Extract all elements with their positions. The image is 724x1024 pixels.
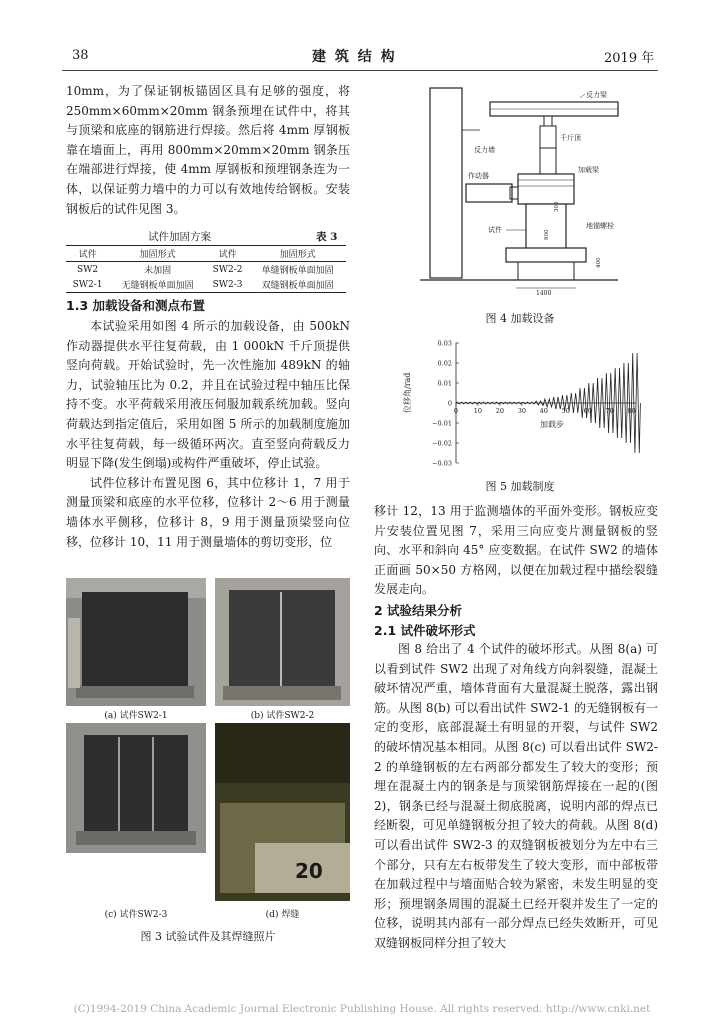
weld-number: 20 — [295, 859, 323, 883]
x-tick-label: 80 — [627, 407, 636, 415]
copyright-footer: (C)1994-2019 China Academic Journal Electronic Publishing House. All rights reserved. http://www.cnki.net — [73, 1003, 651, 1015]
label-anchor-bolt: 地锚螺栓 — [586, 222, 614, 230]
label-dim-top: 300 — [554, 201, 560, 212]
figure5-chart — [400, 335, 650, 470]
jack — [540, 126, 556, 148]
table-cell: SW2-1 — [72, 279, 103, 290]
table-header-row — [66, 246, 346, 262]
label-dim-base: 400 — [596, 257, 602, 268]
intro-paragraph: 10mm，为了保证钢板锚固区具有足够的强度，将250mm×60mm×20mm 钢条预埋在试件中，将其与顶梁和底座的钢筋进行焊接。然后将 4mm 厚钢板靠在墙面上，再用 800mm×20mm×20mm 钢条压在端部进行焊接，使 4mm 厚钢板和预埋钢条连为一体，以保证剪力墙中的力可以有效地传给钢板。安装钢板后的试件见图 3。 — [66, 84, 350, 216]
table3 — [66, 245, 346, 293]
figure3-caption: 图 3 试验试件及其焊缝照片 — [140, 930, 276, 943]
y-tick-label: 0.03 — [437, 339, 452, 348]
actuator — [466, 184, 512, 202]
figure5-caption: 图 5 加载制度 — [485, 480, 555, 493]
label-dim-mid: 800 — [544, 229, 550, 240]
label-actuator: 作动器 — [468, 172, 489, 180]
photo-weld — [215, 723, 350, 901]
label-specimen: 试件 — [488, 226, 502, 234]
label-loading-beam: 加载梁 — [578, 166, 599, 174]
header-rule — [62, 70, 658, 71]
panel-label: (b) 试件SW2-2 — [250, 711, 315, 721]
table-cell: 单缝钢板单面加固 — [261, 266, 334, 276]
panel-label: (a) 试件SW2-1 — [104, 711, 168, 721]
paragraph: 试件位移计布置见图 6，其中位移计 1，7 用于测量顶梁和底座的水平位移，位移计 2～6 用于测量墙体水平侧移，位移计 8，9 用于测量顶梁竖向位移，位移计 10，11 用于测量墙体的剪切变形，位 — [66, 475, 350, 549]
page-number: 38 — [72, 48, 89, 63]
x-tick-label: 0 — [453, 407, 459, 415]
figure4-diagram — [420, 80, 620, 300]
photo-sw2-3 — [66, 723, 206, 853]
y-tick-label: −0.01 — [432, 419, 452, 428]
label-reaction-beam: 反力梁 — [586, 91, 607, 99]
y-tick-label: −0.02 — [432, 439, 452, 448]
table-header: 加固形式 — [279, 250, 316, 260]
x-tick-label: 60 — [583, 407, 592, 415]
x-tick-label: 50 — [561, 407, 570, 415]
x-tick-label: 10 — [473, 407, 483, 415]
section-heading-2-1: 2.1 试件破坏形式 — [374, 623, 476, 638]
y-tick-label: 0 — [447, 399, 452, 408]
year: 2019 年 — [604, 51, 655, 66]
y-tick-label: 0.02 — [437, 359, 452, 368]
x-tick-label: 40 — [539, 407, 548, 415]
y-tick-label: 0.01 — [437, 379, 452, 388]
panel-label: (d) 焊缝 — [265, 910, 300, 920]
chart-xlabel: 加载步 — [540, 420, 564, 429]
section-1-3-body — [66, 317, 350, 552]
x-tick-label: 30 — [517, 407, 526, 415]
journal-title: 建 筑 结 构 — [312, 49, 397, 65]
paragraph: 本试验采用如图 4 所示的加载设备，由 500kN 作动器提供水平往复荷载，由 1 000kN 千斤顶提供竖向荷载。开始试验时，先一次性施加 489kN 的轴力，试验轴压比为 0.2，并且在试验过程中轴压比保持不变。水平荷载采用液压伺服加载系统加载。竖向荷载达到指定值后，采用如图 5 所示的加载制度施加水平往复荷载，每一级循环两次。直至竖向荷载反力明显下降(发生倒塌)或构件严重破坏，停止试验。 — [66, 319, 350, 471]
photo-sw2-2 — [215, 578, 350, 706]
table-header: 试件 — [78, 250, 97, 260]
table-row — [66, 277, 346, 293]
figure4-caption: 图 4 加载设备 — [485, 312, 555, 325]
label-reaction-wall: 反力墙 — [474, 146, 495, 154]
table-cell: SW2-2 — [212, 264, 243, 275]
right-continuation: 移计 12，13 用于监测墙体的平面外变形。钢板应变片安装位置见图 7，采用三向应变片测量钢板的竖向、水平和斜向 45° 应变数据。在试件 SW2 的墙体正面画 50×50 方格网，以便在加载过程中描绘裂缝发展走向。 — [374, 504, 658, 597]
table3-title: 试件加固方案 — [148, 231, 211, 243]
label-jack: 千斤顶 — [560, 134, 581, 142]
table-cell: SW2-3 — [212, 279, 243, 290]
base — [506, 248, 586, 262]
table3-label: 表 3 — [316, 231, 338, 243]
panel-label: (c) 试件SW2-3 — [104, 910, 168, 920]
table-cell: 双缝钢板单面加固 — [261, 281, 334, 291]
section-heading-2: 2 试验结果分析 — [374, 603, 463, 618]
x-tick-label: 20 — [495, 407, 505, 415]
reaction-wall — [430, 88, 462, 278]
photo-sw2-1 — [66, 578, 206, 706]
table-header: 加固形式 — [139, 250, 176, 260]
table-row — [66, 262, 346, 278]
y-tick-label: −0.03 — [432, 459, 452, 468]
table-cell: 未加固 — [144, 266, 172, 276]
x-tick-label: 70 — [605, 407, 614, 415]
chart-ylabel: 位移角/rad — [403, 372, 412, 413]
label-dim-span: 1400 — [536, 290, 552, 297]
table-cell: 无缝钢板单面加固 — [121, 281, 194, 291]
loading-beam — [518, 174, 574, 204]
table-cell: SW2 — [77, 264, 99, 275]
table-header: 试件 — [218, 250, 237, 260]
section-2-1-body: 图 8 给出了 4 个试件的破坏形式。从图 8(a) 可以看到试件 SW2 出现了对角线方向斜裂缝，混凝土破坏情况严重，墙体背面有大量混凝土脱落，露出钢筋。从图 8(b) 可以看出试件 SW2-1 的无缝钢板有一定的变形，底部混凝土有明显的开裂，与试件 SW2 的破坏情况基本相同。从图 8(c) 可以看出试件 SW2-2 的单缝钢板的左右两部分都发生了较大的变形；预埋在混凝土内的钢条是与顶梁钢筋焊接在一起的(图 2)，钢条已经与混凝土彻底脱离，说明内部的焊点已经断裂，可见单缝钢板分担了较大的荷载。从图 8(d) 可以看出试件 SW2-3 的双缝钢板被划分为左中右三个部分，只有左右板带发生了较大变形，而中部板带在加载过程中与墙面贴合较为紧密，未发生明显的变形；预埋钢条周围的混凝土已经开裂并发生了一定的位移，说明其内部有一部分焊点已经失效断开，可见双缝钢板同样分担了较大 — [374, 642, 658, 950]
section-heading-1-3: 1.3 加载设备和测点布置 — [66, 298, 205, 313]
